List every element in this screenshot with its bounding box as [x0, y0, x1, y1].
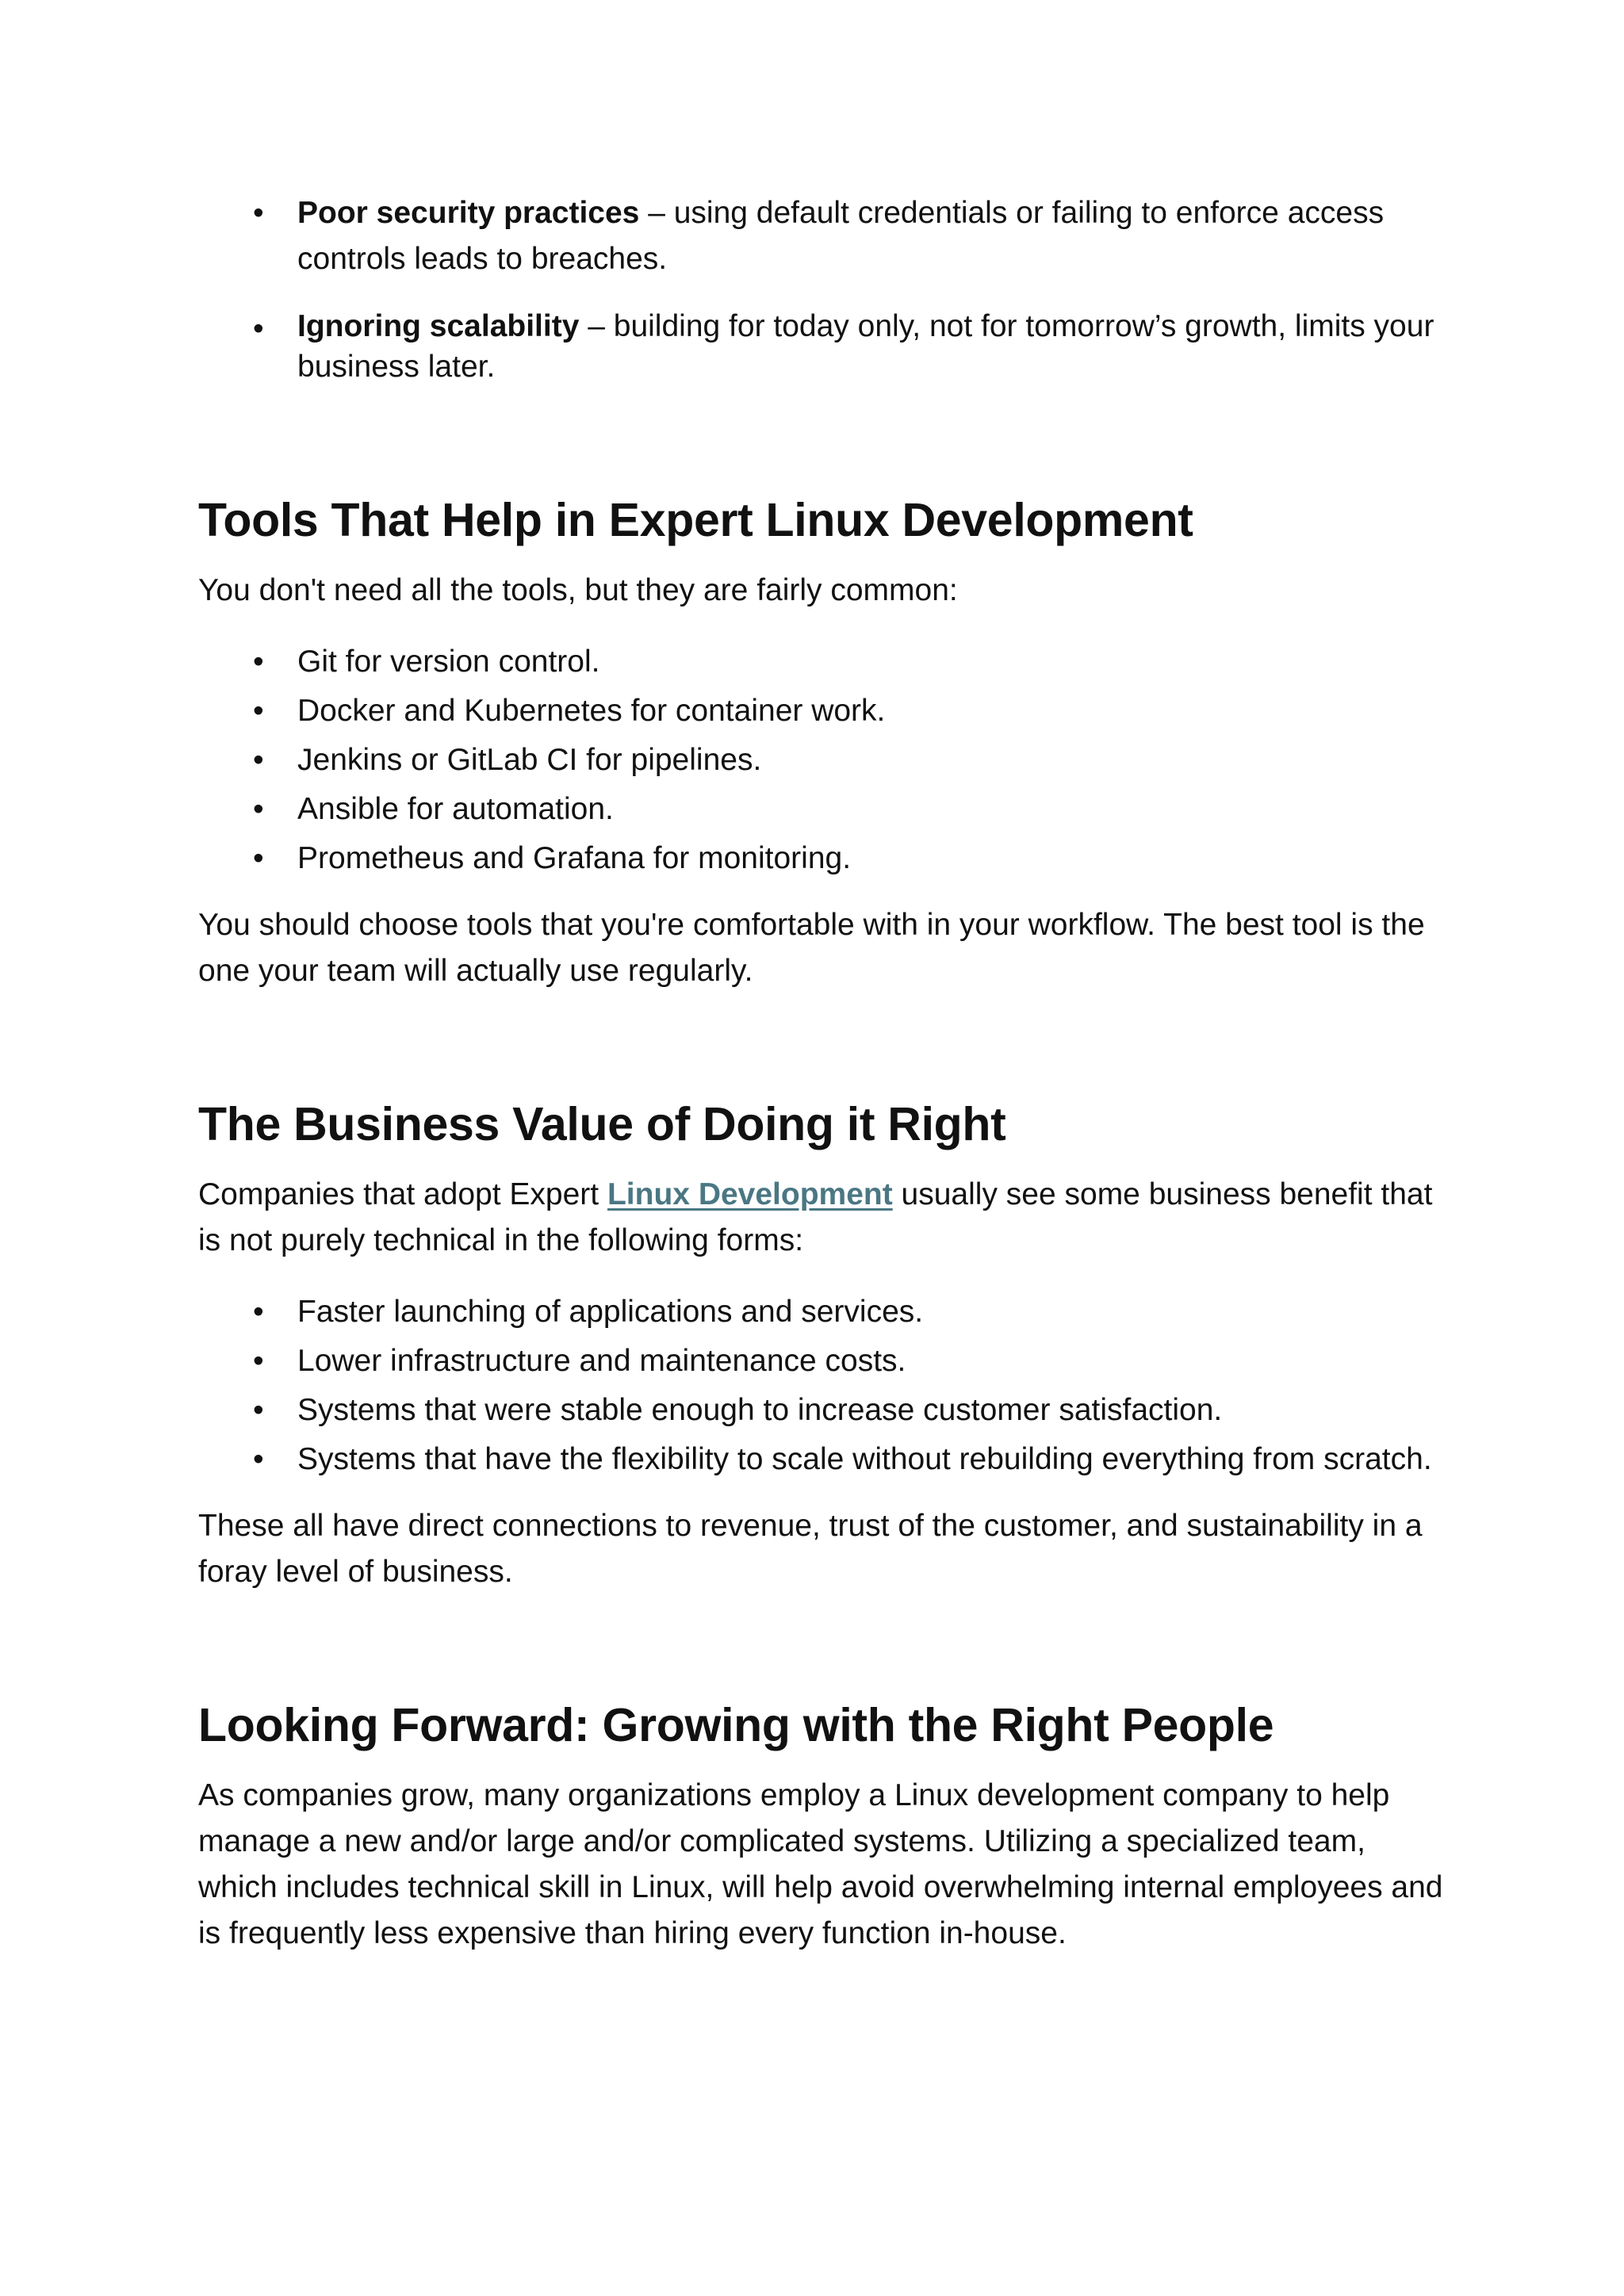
bullet-icon: •: [253, 1442, 264, 1476]
tools-bullet-list: [198, 639, 1443, 882]
bullet-icon: •: [253, 645, 264, 679]
list-item: [198, 786, 1443, 832]
list-item-text: Faster launching of applications and services.: [297, 1295, 924, 1329]
list-item-text: Jenkins or GitLab CI for pipelines.: [297, 743, 762, 777]
list-item: [198, 836, 1443, 882]
business-outro-paragraph: These all have direct connections to revenue, trust of the customer, and sustainability in a foray level of business.: [198, 1509, 1423, 1589]
list-item-text: Lower infrastructure and maintenance costs.: [297, 1344, 906, 1378]
list-item: [198, 1437, 1443, 1483]
section-heading-business: The Business Value of Doing it Right: [198, 1098, 1006, 1150]
list-item: [198, 1387, 1443, 1433]
list-item-text: Systems that were stable enough to increase customer satisfaction.: [297, 1393, 1223, 1427]
list-item-text: Git for version control.: [297, 645, 600, 679]
list-item: [198, 1289, 1443, 1335]
intro-bullet-list: [198, 190, 1443, 387]
list-item: [198, 639, 1443, 685]
bullet-icon: •: [253, 1393, 264, 1427]
bullet-icon: •: [253, 196, 264, 230]
business-intro-text-cont: usually see some business benefit that is not purely technical in the following forms:: [198, 1177, 1433, 1257]
bullet-icon: •: [253, 792, 264, 826]
list-item-text: Docker and Kubernetes for container work.: [297, 694, 886, 728]
list-item: [198, 306, 1443, 387]
list-item: [198, 1338, 1443, 1384]
list-item-term: Poor security practices: [297, 196, 640, 230]
business-intro-paragraph: [198, 1172, 1443, 1264]
bullet-icon: •: [253, 841, 264, 875]
list-item-text: Systems that have the flexibility to scale without rebuilding everything from scratch.: [297, 1442, 1432, 1476]
business-bullet-list: [198, 1289, 1443, 1483]
list-item: [198, 190, 1443, 282]
bullet-icon: •: [253, 1295, 264, 1329]
business-intro-text: Companies that adopt Expert: [198, 1177, 607, 1211]
list-item-text: Prometheus and Grafana for monitoring.: [297, 841, 852, 875]
section-heading-tools: Tools That Help in Expert Linux Development: [198, 494, 1193, 546]
bullet-icon: •: [253, 694, 264, 728]
linux-development-link[interactable]: Linux Development: [607, 1177, 893, 1211]
list-item-text: Ansible for automation.: [297, 792, 614, 826]
bullet-icon: •: [253, 743, 264, 777]
list-item-text: – building for today only, not for tomorrow’s growth, limits your business later.: [297, 309, 1434, 384]
section-heading-forward: Looking Forward: Growing with the Right People: [198, 1699, 1274, 1751]
list-item: [198, 737, 1443, 783]
list-item-text: – using default credentials or failing to enforce access controls leads to breaches.: [297, 196, 1385, 276]
list-item: [198, 688, 1443, 734]
forward-body-paragraph: As companies grow, many organizations employ a Linux development company to help manage a new and/or large and/or complicated systems. Utilizing a specialized team, which includes technical skill in Linux, will help avoid overwhelming internal employees and is frequently less expensive than hiring every function in-house.: [198, 1778, 1443, 1950]
list-item-term: Ignoring scalability: [297, 309, 580, 343]
document-page: [198, 190, 1443, 1957]
bullet-icon: •: [253, 312, 264, 346]
tools-outro-paragraph: You should choose tools that you're comfortable with in your workflow. The best tool is the one your team will actually use regularly.: [198, 908, 1425, 988]
tools-intro-paragraph: You don't need all the tools, but they are fairly common:: [198, 573, 958, 607]
bullet-icon: •: [253, 1344, 264, 1378]
